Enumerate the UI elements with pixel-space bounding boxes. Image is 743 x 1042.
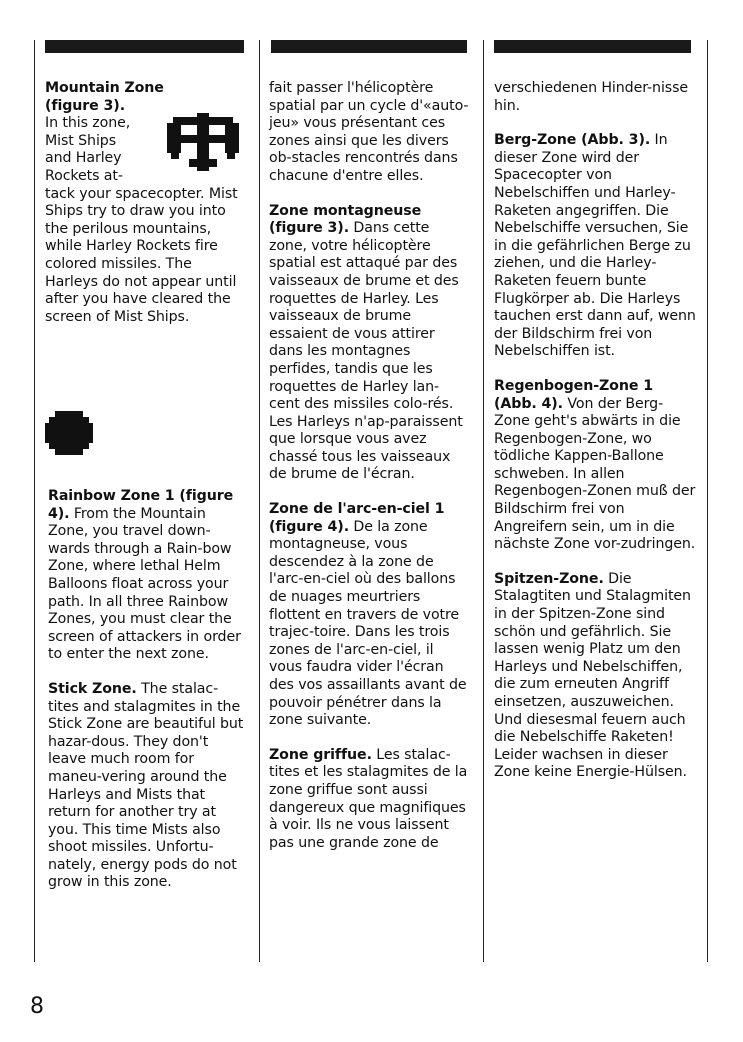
zone-montagneuse-heading: Zone montagneuse (figure 3). [269, 202, 422, 237]
rainbow-zone-heading: Rainbow Zone 1 (figure 4). [48, 488, 234, 522]
french-column [269, 80, 469, 869]
header-bar-german [494, 40, 691, 53]
german-column [494, 80, 698, 799]
page-number: 8 [30, 994, 44, 1019]
german-intro: verschiedenen Hinder-nisse hin. [494, 80, 688, 114]
zone-griffue-section [269, 747, 469, 853]
rainbow-zone-section [48, 488, 246, 664]
zone-arc-section [269, 501, 469, 730]
berg-zone-body: In dieser Zone wird der Spacecopter von Nebelschiffen und Harley-Raketen angegriffen. Die Nebelschiffe versuchen, Sie in die gefährlichen Berge zu ziehen, und die Harley-Raketen feuern bunte Flugkörper ab. Die Harleys tauchen erst dann auf, wenn der Bildschirm frei von Nebelschiffen ist. [494, 132, 696, 360]
column-rule-1 [34, 40, 35, 962]
english-column-lower [48, 488, 246, 909]
column-rule-2 [259, 40, 260, 962]
regenbogen-zone-section [494, 378, 698, 554]
spitzen-zone-section [494, 571, 698, 782]
berg-zone-section [494, 132, 698, 361]
spitzen-zone-body: Die Stalagtiten und Stalagmiten in der Spitzen-Zone sind schön und gefährlich. Sie lassen wenig Platz um den Harleys und Nebelschiffen, die zum erneuten Angriff einsetzen, auszuweichen. Und diesesmal feuern auch die Nebelschiffe Raketen! Leider wachsen in dieser Zone keine Energie-Hülsen. [494, 570, 691, 781]
header-bar-english [45, 40, 244, 53]
rainbow-zone-body: From the Mountain Zone, you travel down-wards through a Rain-bow Zone, where lethal Helm Balloons float across your path. In all three Rainbow Zones, you must clear the screen of attackers in order to enter the next zone. [48, 505, 241, 663]
french-intro: fait passer l'hélicoptère spatial par un cycle d'«auto-jeu» vous présentant ces zones ainsi que les divers ob-stacles rencontrés dans chacune d'entre elles. [269, 80, 469, 184]
zone-griffue-body: Les stalac-tites et les stalagmites de la zone griffue sont aussi dangereux que magnifiques à voir. Ils ne vous laissent pas une grande zone de [269, 746, 468, 851]
regenbogen-zone-heading: Regenbogen-Zone 1 (Abb. 4). [494, 377, 653, 412]
mist-ship-sprite-icon [167, 113, 239, 171]
column-rule-3 [483, 40, 484, 962]
zone-arc-heading: Zone de l'arc-en-ciel 1 (figure 4). [269, 501, 445, 535]
mountain-zone-heading: Mountain Zone (figure 3). [45, 80, 164, 114]
header-bar-french [271, 40, 467, 53]
regenbogen-zone-body: Von der Berg-Zone geht's abwärts in die Regenbogen-Zone, wo tödliche Kappen-Ballone schweben. In allen Regenbogen-Zonen muß der Bildschirm frei von Angreifern sein, um in die nächste Zone vor-zudringen. [494, 395, 696, 553]
spitzen-zone-heading: Spitzen-Zone. [494, 570, 604, 587]
zone-griffue-heading: Zone griffue. [269, 746, 372, 763]
mountain-zone-body: tack your spacecopter. Mist Ships try to draw you into the perilous mountains, while Harley Rockets fire colored missiles. The Harleys do not appear until after you have cleared the screen of Mist Ships. [45, 185, 238, 325]
stick-zone-section [48, 681, 246, 892]
zone-arc-body: De la zone montagneuse, vous descendez à la zone de l'arc-en-ciel où des ballons de nuages meurtriers flottent en travers de votre trajec-toire. Dans les trois zones de l'arc-en-ciel, il vous faudra vider l'écran des vos assaillants avant de pouvoir pénétrer dans la zone suivante. [269, 518, 467, 729]
stick-zone-heading: Stick Zone. [48, 680, 137, 697]
mountain-zone-wrap-text: In this zone, Mist Ships and Harley Rockets at- [45, 115, 131, 184]
zone-montagneuse-body: Dans cette zone, votre hélicoptère spatial est attaqué par des vaisseaux de brume et des roquettes de Harley. Les vaisseaux de brume essaient de vous attirer dans les montagnes perfides, tandis que les roquettes de Harley lan-cent des missiles colo-rés. Les Harleys n'ap-paraissent que lorsque vous avez chassé tous les vaisseaux de brume de l'écran. [269, 220, 463, 483]
stick-zone-body: The stalac-tites and stalagmites in the Stick Zone are beautiful but hazar-dous. They don't leave much room for maneu-vering around the Harleys and Mists that return for another try at you. This time Mists also shoot missiles. Unfortu-nately, energy pods do not grow in this zone. [48, 680, 244, 891]
column-rule-4 [707, 40, 708, 962]
berg-zone-heading: Berg-Zone (Abb. 3). [494, 132, 651, 149]
zone-montagneuse-section [269, 203, 469, 485]
helm-balloon-sprite-icon [45, 411, 93, 455]
